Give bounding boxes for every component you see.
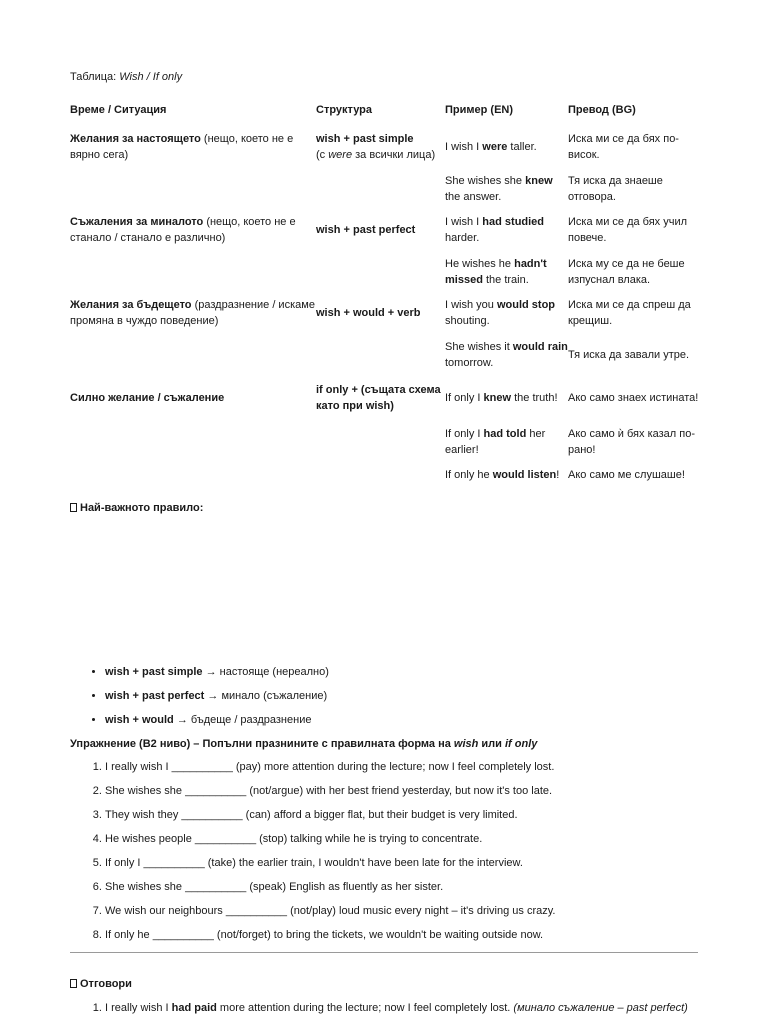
example-text: If only I [445,428,484,440]
horizontal-divider [70,952,698,953]
header-example: Пример (EN) [445,103,514,116]
example-text: He wishes he [445,257,515,270]
exercise-item: 1. I really wish I __________ (pay) more attention during the lecture; now I feel completely lost. [105,755,555,779]
example-cell [445,373,568,422]
list-item [105,660,329,684]
situation-rest: (нещо, което не е станало / станало е различно) [70,216,296,244]
exercise-item: 3. They wish they __________ (can) afford a bigger flat, but their budget is very limited. [105,803,555,827]
example-bold: would rain [512,340,568,353]
answers-heading [70,975,132,993]
table-row [70,336,700,373]
example-text: harder. [445,232,480,244]
situation-cell [70,290,316,336]
example-bold: hadn't missed [445,257,547,286]
example-bold: would listen [492,469,557,481]
rule-meaning: → бъдеще / раздразнение [173,714,312,726]
rule-structure: wish + past perfect [105,690,205,702]
example-text: shouting. [445,315,490,327]
table-header-row [70,95,700,124]
translation-cell: Ако само знаех истината! [568,391,699,404]
exercise-item: 7. We wish our neighbours __________ (not/play) loud music every night – it's driving us crazy. [105,899,555,923]
rule-meaning: → настояще (нереално) [202,666,329,678]
example-text: She wishes she [445,174,526,187]
answer-item [105,996,688,1020]
situation-cell [70,170,316,207]
table-row [70,124,700,170]
example-text: the train. [482,273,529,286]
table-row [70,422,700,462]
exercise-heading [70,734,537,754]
example-cell [445,336,568,373]
example-text: I wish I [445,141,483,153]
example-bold: had studied [482,216,545,228]
document-page [70,70,700,1014]
answers-list [70,996,688,1020]
situation-cell [70,124,316,170]
structure-cell [316,170,445,207]
exercise-item: 2. She wishes she __________ (not/argue) with her best friend yesterday, but now it's too late. [105,779,555,803]
structure-cell [316,462,445,488]
example-cell [445,124,568,170]
exercise-item: 6. She wishes she __________ (speak) English as fluently as her sister. [105,875,555,899]
answer-note: (минало съжаление – past perfect) [513,1002,688,1014]
translation-cell: Иска му се да не беше изпуснал влака. [568,257,685,286]
situation-cell [70,373,316,422]
caption-title: Wish / If only [119,71,183,83]
structure-note: (с [316,149,329,161]
structure-bold: wish + past perfect [316,224,416,236]
rule-meaning: → минало (съжаление) [204,690,328,702]
example-text: ! [556,469,560,481]
translation-cell: Ако само ѝ бях казал по-рано! [568,428,695,456]
example-cell [445,253,568,290]
table-row [70,253,700,290]
example-bold: knew [483,391,512,404]
example-bold: had told [483,428,527,440]
situation-cell [70,336,316,373]
situation-cell [70,422,316,462]
table-row [70,170,700,207]
exercise-heading-em: if only [504,738,538,750]
table-row [70,207,700,253]
translation-cell: Тя иска да завали утре. [568,348,690,361]
rule-list [70,660,329,732]
structure-bold: if only + (същата схема като при wish) [316,383,441,412]
rule-heading-text: Най-важното правило: [80,502,204,514]
structure-bold: wish + would + verb [316,307,421,319]
caption-label: Таблица: [70,71,117,83]
translation-cell: Иска ми се да бях по-висок. [568,133,679,161]
translation-cell: Ако само ме слушаше! [568,469,685,481]
structure-cell [316,290,445,336]
rule-structure: wish + would [105,714,174,726]
situation-cell [70,462,316,488]
situation-bold: Желания за настоящето [70,133,201,145]
header-situation: Време / Ситуация [70,103,167,116]
structure-note-em: were [328,149,353,161]
situation-bold: Желания за бъдещето [70,299,192,311]
example-cell [445,462,568,488]
structure-cell [316,336,445,373]
situation-bold: Съжаления за миналото [70,216,204,228]
example-text: her earlier! [445,428,546,456]
header-structure: Структура [316,103,372,116]
exercise-item: 4. He wishes people __________ (stop) talking while he is trying to concentrate. [105,827,555,851]
rule-heading [70,502,203,514]
example-bold: knew [525,174,553,187]
example-bold: were [482,141,508,153]
situation-bold: Силно желание / съжаление [70,391,225,404]
list-item [105,708,329,732]
wish-table [70,95,700,488]
structure-cell [316,207,445,253]
exercise-item: 5. If only I __________ (take) the earlier train, I wouldn't have been late for the interview. [105,851,555,875]
rule-structure: wish + past simple [105,666,203,678]
example-text: the truth! [511,391,558,404]
table-row [70,462,700,488]
example-text: taller. [507,141,537,153]
structure-bold: wish + past simple [316,133,414,145]
missing-glyph-icon [70,503,77,512]
exercise-list [70,755,555,947]
translation-cell: Иска ми се да спреш да крещиш. [568,299,691,327]
translation-cell: Тя иска да знаеше отговора. [568,174,663,203]
exercise-heading-text: Упражнение (B2 ниво) – Попълни празнините с правилната форма на [70,738,454,750]
example-bold: would stop [496,299,556,311]
header-translation: Превод (BG) [568,103,636,116]
situation-cell [70,207,316,253]
structure-cell [316,373,445,422]
translation-cell: Иска ми се да бях учил повече. [568,216,688,244]
exercise-item: 8. If only he __________ (not/forget) to bring the tickets, we wouldn't be waiting outside now. [105,923,555,947]
example-cell [445,290,568,336]
structure-cell [316,124,445,170]
table-row [70,290,700,336]
example-cell [445,422,568,462]
example-text: If only he [445,469,493,481]
missing-glyph-icon [70,979,77,988]
structure-cell [316,253,445,290]
situation-cell [70,253,316,290]
example-text: I wish I [445,216,483,228]
list-item [105,684,329,708]
exercise-heading-text: или [478,738,505,750]
structure-note: за всички лица) [352,149,436,161]
example-cell [445,207,568,253]
answers-heading-text: Отговори [80,978,132,990]
example-text: tomorrow. [445,356,494,369]
table-caption [70,70,700,84]
example-text: the answer. [445,190,502,203]
example-text: She wishes it [445,340,513,353]
situation-rest: (раздразнение / искаме промяна в чуждо поведение) [70,299,315,327]
example-text: I wish you [445,299,497,311]
structure-cell [316,422,445,462]
table-row [70,373,700,422]
example-text: If only I [445,391,484,404]
answer-text: more attention during the lecture; now I feel completely lost. [216,1002,514,1014]
example-cell [445,170,568,207]
situation-rest: (нещо, което не е вярно сега) [70,133,294,161]
exercise-heading-em: wish [453,738,479,750]
answer-text: I really wish I [105,1002,172,1014]
answer-bold: had paid [171,1002,217,1014]
